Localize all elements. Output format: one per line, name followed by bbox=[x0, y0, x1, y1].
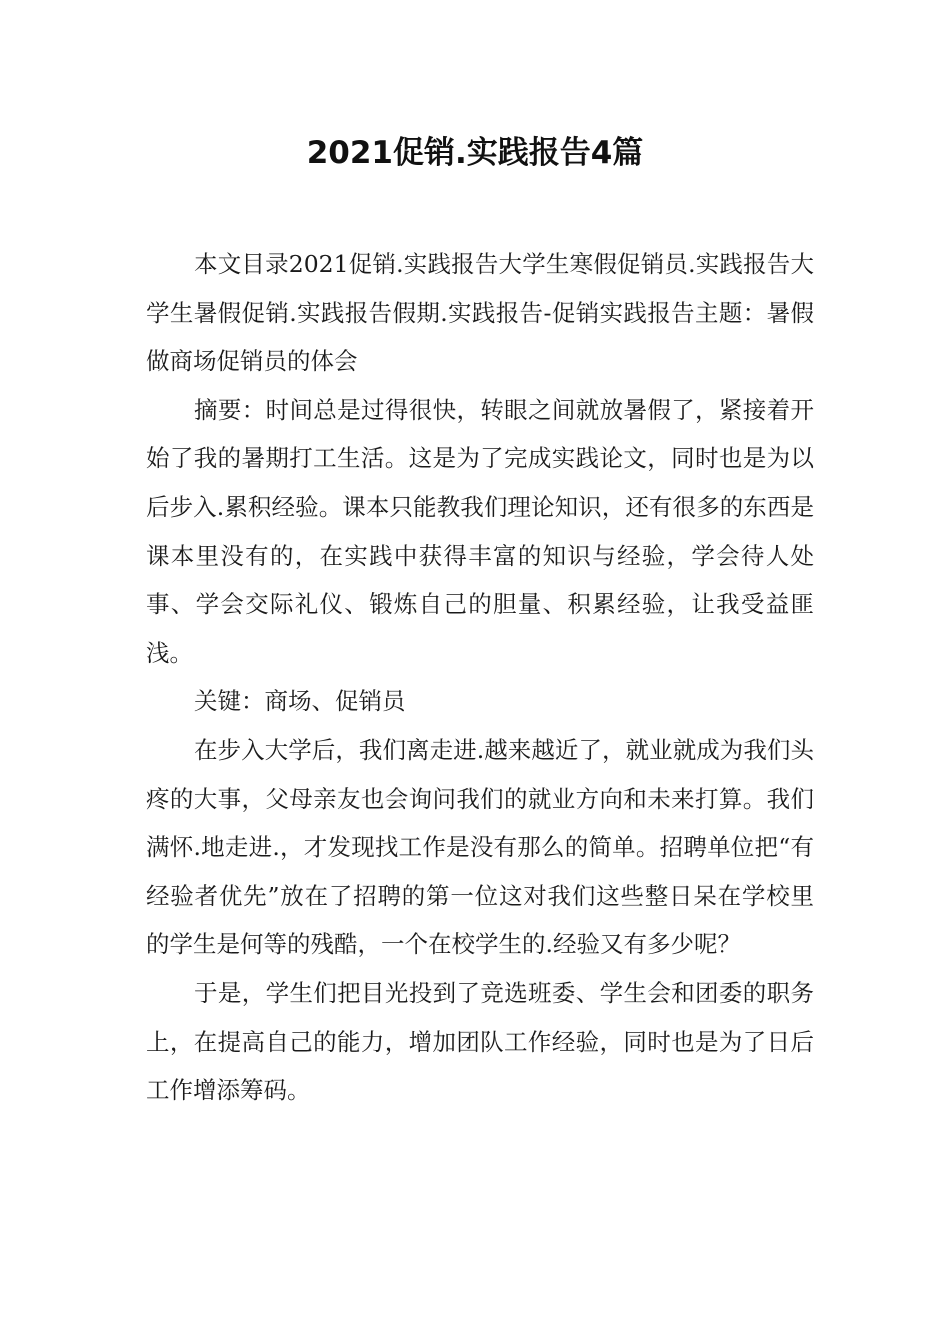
paragraph-body-1: 在步入大学后，我们离走进.越来越近了，就业就成为我们头疼的大事，父母亲友也会询问我们的就业方向和未来打算。我们满怀.地走进.，才发现找工作是没有那么的简单。招聘单位把“有经验者优先”放在了招聘的第一位这对我们这些整日呆在学校里的学生是何等的残酷，一个在校学生的.经验又有多少呢？ bbox=[146, 735, 814, 959]
document-title: 2021促销.实践报告4篇 bbox=[306, 135, 644, 171]
paragraph-keywords: 关键：商场、促销员 bbox=[194, 687, 406, 716]
document-body bbox=[146, 240, 814, 1115]
paragraph-abstract: 摘要：时间总是过得很快，转眼之间就放暑假了，紧接着开始了我的暑期打工生活。这是为了完成实践论文，同时也是为以后步入.累积经验。课本只能教我们理论知识，还有很多的东西是课本里没有的，在实践中获得丰富的知识与经验，学会待人处事、学会交际礼仪、锻炼自己的胆量、积累经验，让我受益匪浅。 bbox=[146, 395, 814, 667]
paragraph-body-2: 于是，学生们把目光投到了竞选班委、学生会和团委的职务上，在提高自己的能力，增加团队工作经验，同时也是为了日后工作增添筹码。 bbox=[146, 978, 814, 1105]
paragraph-table-of-contents: 本文目录2021促销.实践报告大学生寒假促销员.实践报告大学生暑假促销.实践报告假期.实践报告-促销实践报告主题：暑假做商场促销员的体会 bbox=[146, 250, 814, 376]
